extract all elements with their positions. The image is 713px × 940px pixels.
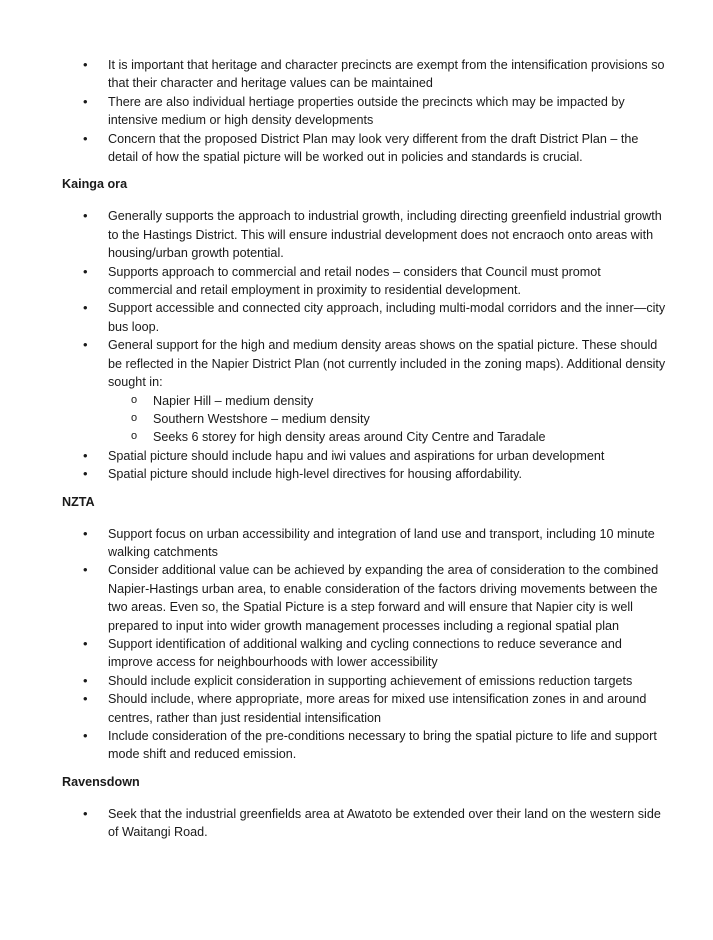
list-item: • Support identification of additional walking and cycling connections to reduce severance and improve access for neighbourhoods with lower accessibility [0,635,713,672]
sub-list-item: o Seeks 6 storey for high density areas around City Centre and Taradale [108,428,667,446]
list-item: • Generally supports the approach to industrial growth, including directing greenfield industrial growth to the Hastings District. This will ensure industrial development does not encraoch onto areas with housing/urban growth potential. [0,207,713,262]
list-item-text: General support for the high and medium density areas shows on the spatial picture. These should be reflected in the Napier District Plan (not currently included in the zoning maps). Additional density sought in: [108,338,666,390]
section-heading: Ravensdown [62,774,140,789]
list-item: • Supports approach to commercial and retail nodes – considers that Council must promot commercial and retail employment in proximity to residential development. [0,263,713,300]
kainga-ora-bullet-list [0,207,713,483]
sub-list-item: o Southern Westshore – medium density [108,410,667,428]
section-nzta [0,494,713,764]
section-heading: Kainga ora [62,177,128,192]
ravensdown-bullet-list [0,805,713,842]
list-item: • Consider additional value can be achieved by expanding the area of consideration to the combined Napier-Hastings urban area, to enable consideration of the factors driving movements between the two areas. Even so, the Spatial Picture is a step forward and will ensure that Napier city is well prepared to input into wider growth management processes including a regional spatial plan [0,561,713,635]
list-item: • Seek that the industrial greenfields area at Awatoto be extended over their land on the western side of Waitangi Road. [0,805,713,842]
list-item: • Should include, where appropriate, more areas for mixed use intensification zones in and around centres, rather than just residential intensification [0,690,713,727]
sub-list-item: o Napier Hill – medium density [108,392,667,410]
section-kainga-ora [0,176,713,483]
list-item: • Spatial picture should include hapu and iwi values and aspirations for urban development [0,447,713,465]
list-item: • Support focus on urban accessibility and integration of land use and transport, including 10 minute walking catchments [0,525,713,562]
section-ravensdown [0,774,713,842]
list-item: • Should include explicit consideration in supporting achievement of emissions reduction targets [0,672,713,690]
list-item: • Spatial picture should include high-level directives for housing affordability. [0,465,713,483]
list-item: • Support accessible and connected city approach, including multi-modal corridors and the inner—city bus loop. [0,299,713,336]
list-item [0,336,713,446]
section-heading: NZTA [62,494,95,509]
document-page [0,56,713,842]
list-item: • Concern that the proposed District Plan may look very different from the draft District Plan – the detail of how the spatial picture will be worked out in policies and standards is crucial. [0,130,713,167]
sub-bullet-list [108,392,667,447]
intro-bullet-list [0,56,713,166]
list-item: • It is important that heritage and character precincts are exempt from the intensification provisions so that their character and heritage values can be maintained [0,56,713,93]
nzta-bullet-list [0,525,713,764]
list-item: • Include consideration of the pre-conditions necessary to bring the spatial picture to life and support mode shift and reduced emission. [0,727,713,764]
list-item: • There are also individual hertiage properties outside the precincts which may be impacted by intensive medium or high density developments [0,93,713,130]
